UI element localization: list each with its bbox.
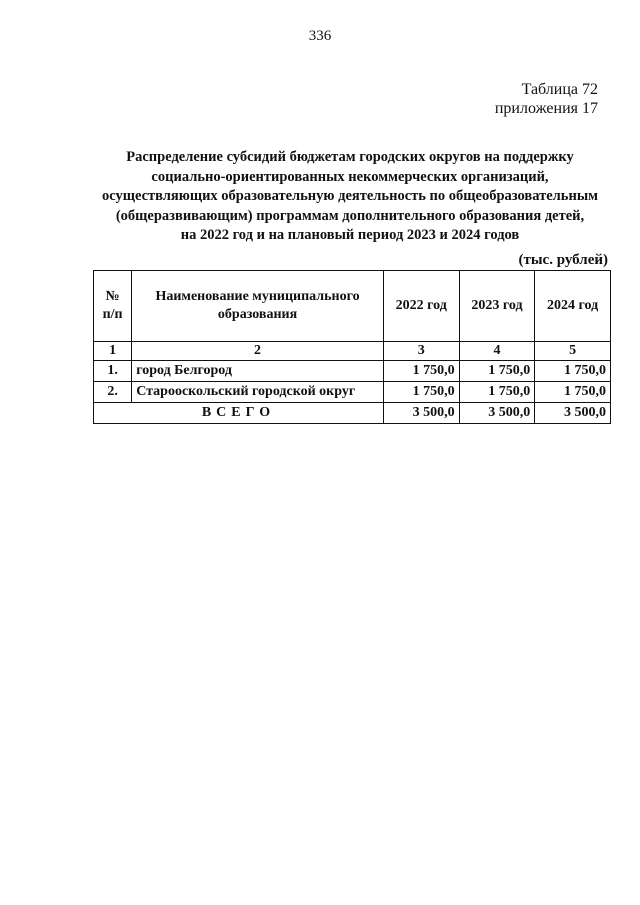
table-reference-line-2: приложения 17 — [494, 100, 598, 117]
column-number-4: 4 — [459, 342, 535, 361]
subsidy-table — [93, 270, 611, 424]
header-name: Наименование муниципального образования — [132, 271, 384, 342]
column-number-row — [94, 342, 611, 361]
row-2024: 1 750,0 — [535, 361, 611, 382]
row-2024: 1 750,0 — [535, 382, 611, 403]
total-row — [94, 403, 611, 424]
total-2022: 3 500,0 — [383, 403, 459, 424]
table-row — [94, 361, 611, 382]
title-line-3: осуществляющих образовательную деятельность по общеобразовательным — [101, 188, 599, 204]
column-number-5: 5 — [535, 342, 611, 361]
row-name: Старооскольский городской округ — [132, 382, 384, 403]
table-reference — [495, 80, 598, 118]
table-header-row — [94, 271, 611, 342]
row-name: город Белгород — [132, 361, 384, 382]
table-reference-line-1: Таблица 72 — [521, 81, 598, 98]
total-2023: 3 500,0 — [459, 403, 535, 424]
document-title — [60, 148, 640, 246]
row-number: 1. — [94, 361, 132, 382]
total-2024: 3 500,0 — [535, 403, 611, 424]
title-line-5: на 2022 год и на плановый период 2023 и 2024 годов — [180, 227, 520, 243]
column-number-3: 3 — [383, 342, 459, 361]
title-line-1: Распределение субсидий бюджетам городских округов на поддержку — [126, 149, 574, 165]
column-number-1: 1 — [94, 342, 132, 361]
total-label: ВСЕГО — [94, 403, 384, 424]
column-number-2: 2 — [132, 342, 384, 361]
page-number: 336 — [308, 28, 332, 44]
title-line-2: социально-ориентированных некоммерческих организаций, — [151, 168, 549, 185]
row-2023: 1 750,0 — [459, 382, 535, 403]
row-2022: 1 750,0 — [383, 382, 459, 403]
header-2023: 2023 год — [459, 271, 535, 342]
table-row — [94, 382, 611, 403]
row-2023: 1 750,0 — [459, 361, 535, 382]
header-number: № п/п — [94, 271, 132, 342]
title-line-4: (общеразвивающим) программам дополнительного образования детей, — [115, 207, 585, 224]
header-2024: 2024 год — [535, 271, 611, 342]
units-label: (тыс. рублей) — [518, 252, 608, 268]
header-2022: 2022 год — [383, 271, 459, 342]
row-2022: 1 750,0 — [383, 361, 459, 382]
row-number: 2. — [94, 382, 132, 403]
